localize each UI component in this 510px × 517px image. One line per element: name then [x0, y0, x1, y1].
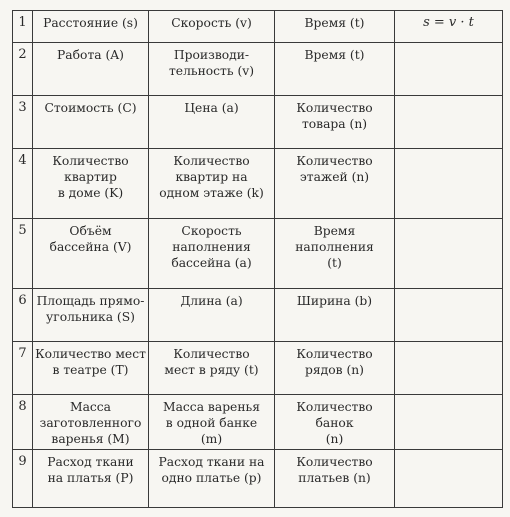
cell-rate: Производи- тельность (v) [149, 43, 275, 96]
row-number: 2 [13, 43, 33, 96]
cell-rate: Количество квартир на одном этаже (k) [149, 149, 275, 219]
cell-formula [395, 96, 503, 149]
cell-formula [395, 450, 503, 508]
cell-whole: Расход ткани на платья (P) [33, 450, 149, 508]
cell-whole: Масса заготовленного варенья (M) [33, 395, 149, 450]
row-number: 9 [13, 450, 33, 508]
cell-count: Количество рядов (n) [275, 342, 395, 395]
cell-count: Количество товара (n) [275, 96, 395, 149]
cell-count: Время (t) [275, 11, 395, 43]
row-number: 1 [13, 11, 33, 43]
cell-rate: Скорость наполнения бассейна (a) [149, 219, 275, 289]
cell-rate: Масса варенья в одной банке (m) [149, 395, 275, 450]
cell-rate: Количество мест в ряду (t) [149, 342, 275, 395]
cell-formula: s = v · t [395, 11, 503, 43]
cell-whole: Количество мест в театре (T) [33, 342, 149, 395]
cell-rate: Длина (a) [149, 289, 275, 342]
table-row [13, 96, 503, 149]
cell-whole: Объём бассейна (V) [33, 219, 149, 289]
cell-whole: Расстояние (s) [33, 11, 149, 43]
table-row [13, 395, 503, 450]
table-row [13, 11, 503, 43]
row-number: 7 [13, 342, 33, 395]
cell-whole: Работа (A) [33, 43, 149, 96]
cell-formula [395, 43, 503, 96]
row-number: 5 [13, 219, 33, 289]
cell-formula [395, 289, 503, 342]
cell-count: Время (t) [275, 43, 395, 96]
row-number: 6 [13, 289, 33, 342]
table-row [13, 43, 503, 96]
table-row [13, 342, 503, 395]
table-row [13, 289, 503, 342]
cell-whole: Площадь прямо- угольника (S) [33, 289, 149, 342]
cell-whole: Количество квартир в доме (K) [33, 149, 149, 219]
row-number: 3 [13, 96, 33, 149]
cell-formula [395, 342, 503, 395]
row-number: 8 [13, 395, 33, 450]
cell-count: Количество этажей (n) [275, 149, 395, 219]
table-row [13, 219, 503, 289]
cell-count: Количество платьев (n) [275, 450, 395, 508]
cell-formula [395, 395, 503, 450]
table-row [13, 149, 503, 219]
cell-count: Ширина (b) [275, 289, 395, 342]
quantities-table [12, 10, 503, 508]
table-row [13, 450, 503, 508]
cell-whole: Стоимость (C) [33, 96, 149, 149]
cell-formula [395, 219, 503, 289]
cell-rate: Расход ткани на одно платье (p) [149, 450, 275, 508]
cell-formula [395, 149, 503, 219]
cell-count: Время наполнения (t) [275, 219, 395, 289]
cell-count: Количество банок (n) [275, 395, 395, 450]
cell-rate: Цена (a) [149, 96, 275, 149]
row-number: 4 [13, 149, 33, 219]
cell-rate: Скорость (v) [149, 11, 275, 43]
